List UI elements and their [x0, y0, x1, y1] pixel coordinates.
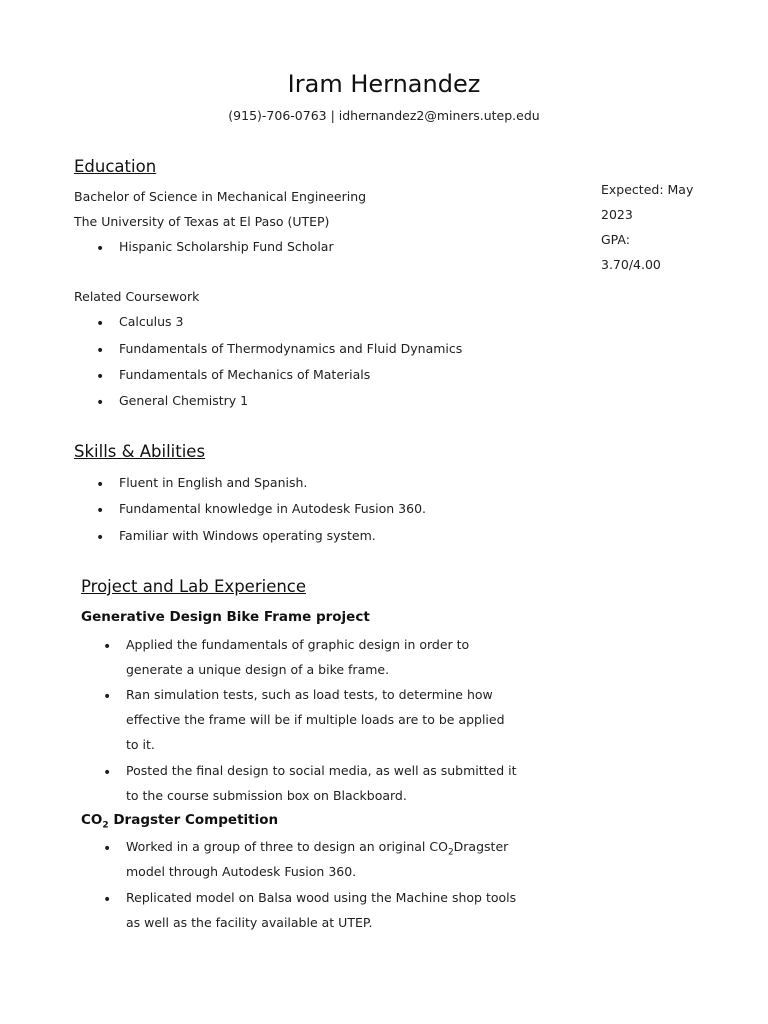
bike-line: Posted the final design to social media, as well as submitted it — [126, 763, 517, 778]
co2-line: as well as the facility available at UTEP. — [126, 915, 373, 930]
co2-project-title: $CO_2$ Dragster Competition — [81, 812, 279, 831]
bike-line: to it. — [126, 737, 155, 752]
bullet-icon: • — [96, 477, 105, 493]
course-item: Calculus 3 — [119, 314, 184, 329]
skill-item: Fluent in English and Spanish. — [119, 475, 308, 490]
co2-line: model through Autodesk Fusion 360. — [126, 864, 357, 879]
bullet-icon: • — [96, 241, 105, 257]
school-text: The University of Texas at El Paso (UTEP) — [74, 214, 330, 229]
bullet-icon: • — [103, 765, 112, 781]
course-item: Fundamentals of Mechanics of Materials — [119, 367, 371, 382]
course-item: General Chemistry 1 — [119, 393, 249, 408]
coursework-label: Related Coursework — [74, 289, 200, 304]
bullet-icon: • — [96, 316, 105, 332]
projects-heading: Project and Lab Experience — [81, 577, 307, 596]
bullet-icon: • — [103, 639, 112, 655]
bike-line: Ran simulation tests, such as load tests, to determine how — [126, 687, 493, 702]
bullet-icon: • — [96, 369, 105, 385]
bullet-icon: • — [103, 841, 112, 857]
bike-line: to the course submission box on Blackboard. — [126, 788, 407, 803]
resume-name: Iram Hernandez — [287, 70, 481, 98]
bullet-icon: • — [96, 530, 105, 546]
bike-line: generate a unique design of a bike frame. — [126, 662, 390, 677]
skill-item: Fundamental knowledge in Autodesk Fusion 360. — [119, 501, 427, 516]
skill-item: Familiar with Windows operating system. — [119, 528, 376, 543]
bullet-icon: • — [96, 395, 105, 411]
bike-project-title: Generative Design Bike Frame project — [81, 609, 370, 625]
gpa-label: GPA: — [601, 232, 630, 247]
degree-text: Bachelor of Science in Mechanical Engineering — [74, 189, 367, 204]
gpa-value: 3.70/4.00 — [601, 257, 661, 272]
course-item: Fundamentals of Thermodynamics and Fluid Dynamics — [119, 341, 463, 356]
bullet-icon: • — [96, 503, 105, 519]
skills-heading: Skills & Abilities — [74, 442, 206, 461]
bike-line: effective the frame will be if multiple loads are to be applied — [126, 712, 505, 727]
education-heading: Education — [74, 157, 157, 176]
expected-date-text: Expected: May — [601, 182, 694, 197]
co2-line: Worked in a group of three to design an original $CO_2Dragster$ — [126, 839, 509, 858]
bullet-icon: • — [103, 689, 112, 705]
co2-line: Replicated model on Balsa wood using the Machine shop tools — [126, 890, 517, 905]
bullet-icon: • — [103, 892, 112, 908]
expected-year-text: 2023 — [601, 207, 633, 222]
bike-line: Applied the fundamentals of graphic design in order to — [126, 637, 470, 652]
contact-line: (915)-706-0763 | idhernandez2@miners.utep.edu — [228, 108, 540, 123]
bullet-icon: • — [96, 343, 105, 359]
education-bullet: Hispanic Scholarship Fund Scholar — [119, 239, 334, 254]
